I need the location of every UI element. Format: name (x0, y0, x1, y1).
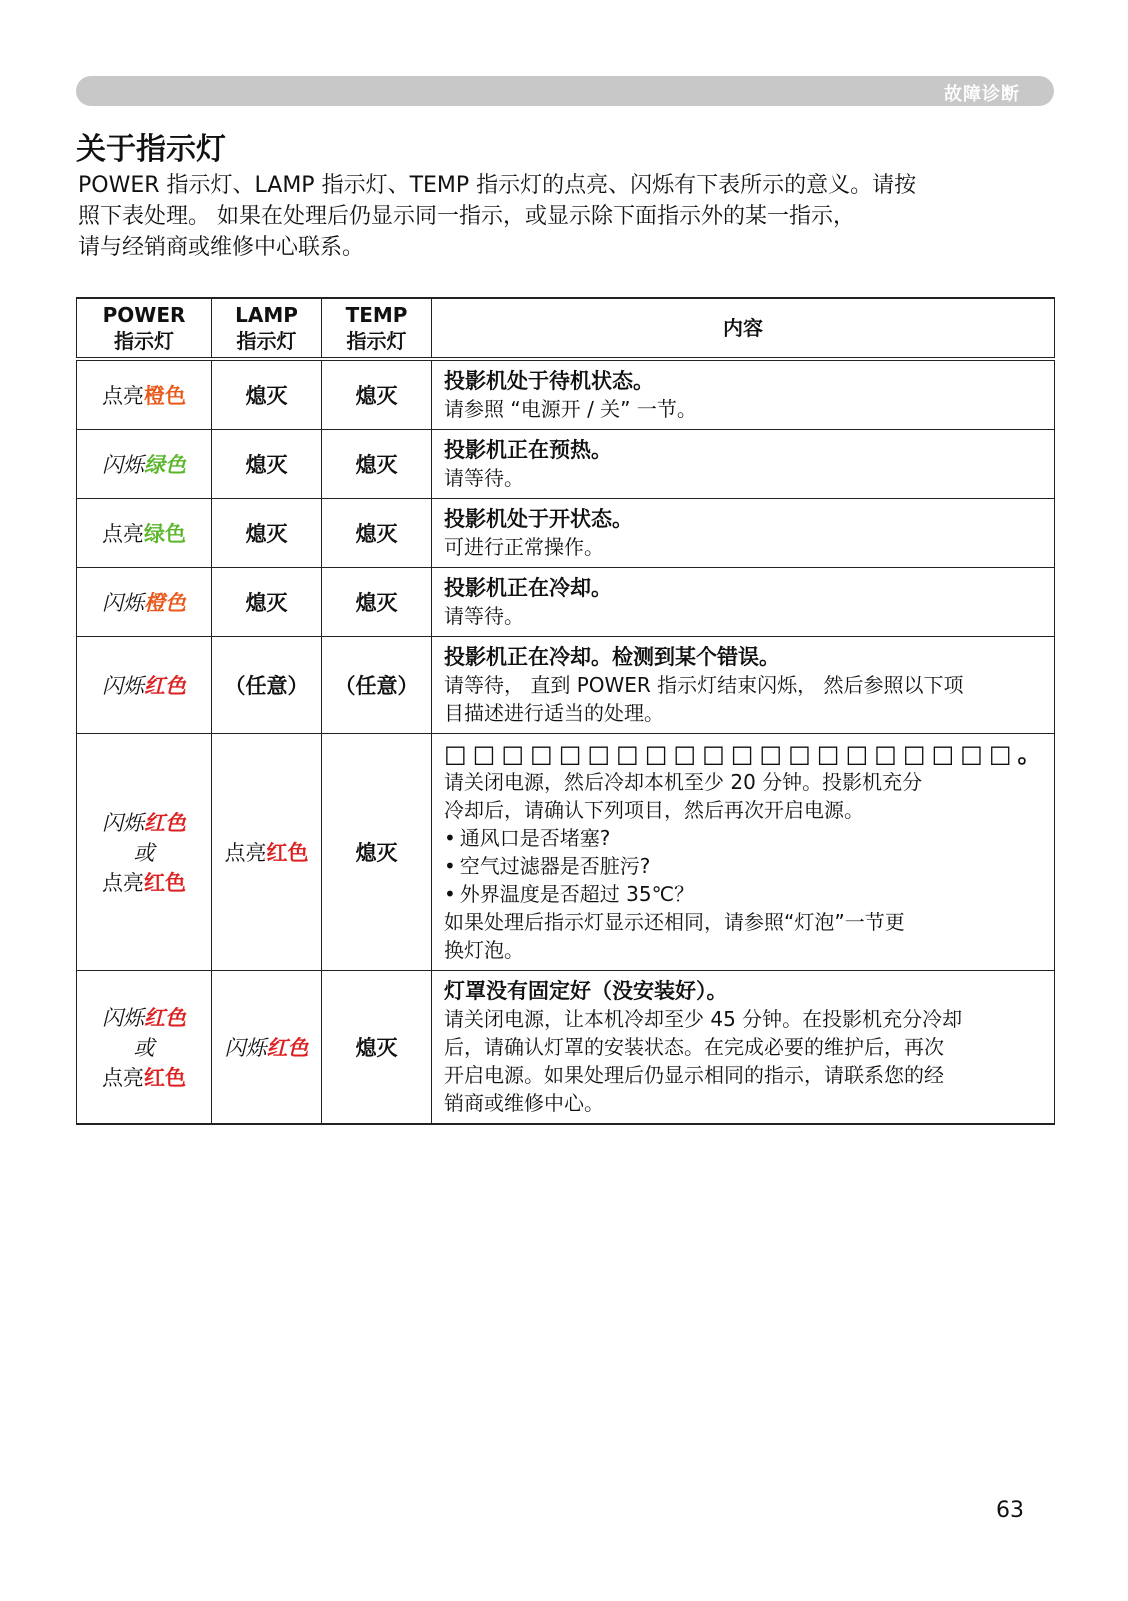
table-row (77, 430, 1055, 499)
description-title: 投影机处于待机状态。 (444, 369, 654, 393)
description-cell (432, 971, 1055, 1125)
table-row (77, 734, 1055, 971)
power-color: 橙色 (144, 591, 186, 615)
table-row (77, 359, 1055, 430)
power-state: 点亮 (102, 522, 144, 546)
header-bar (76, 76, 1054, 106)
indicator-table (76, 297, 1055, 1125)
page-number: 63 (996, 1498, 1024, 1523)
temp-indicator-cell: 熄灭 (322, 568, 432, 637)
intro-line: POWER 指示灯、LAMP 指示灯、TEMP 指示灯的点亮、闪烁有下表所示的意义。请按 (78, 173, 917, 198)
power-color: 红色 (144, 871, 186, 895)
description-cell (432, 499, 1055, 568)
description-title: 投影机处于开状态。 (444, 507, 633, 531)
description-line: 开启电源。如果处理后仍显示相同的指示，请联系您的经 (444, 1063, 944, 1087)
section-title: 故障诊断 (944, 84, 1020, 105)
description-line: 换灯泡。 (444, 938, 524, 962)
power-indicator-cell (77, 734, 212, 971)
header-power-name: POWER (102, 303, 186, 327)
temp-indicator-cell: 熄灭 (322, 430, 432, 499)
power-indicator-cell (77, 568, 212, 637)
description-title: □□□□□□□□□□□□□□□□□□□□。 (444, 740, 1048, 768)
power-state: 闪烁 (102, 591, 144, 615)
description-line: 请等待， 直到 POWER 指示灯结束闪烁， 然后参照以下项 (444, 673, 964, 697)
intro-paragraph (78, 170, 1056, 263)
description-line: 请等待。 (444, 466, 524, 490)
lamp-indicator-cell: 熄灭 (212, 568, 322, 637)
check-item: • 通风口是否堵塞? (444, 824, 1042, 852)
description-title: 投影机正在冷却。检测到某个错误。 (444, 645, 780, 669)
description-cell (432, 359, 1055, 430)
lamp-color: 红色 (266, 1036, 309, 1060)
intro-line: 照下表处理。 如果在处理后仍显示同一指示，或显示除下面指示外的某一指示， (78, 204, 855, 229)
header-temp (322, 298, 432, 359)
header-lamp-sub: 指示灯 (236, 329, 297, 353)
check-list (444, 824, 1042, 908)
description-line: 冷却后，请确认下列项目，然后再次开启电源。 (444, 798, 864, 822)
power-state: 闪烁 (102, 811, 144, 835)
header-temp-sub: 指示灯 (346, 329, 407, 353)
temp-indicator-cell: 熄灭 (322, 971, 432, 1125)
check-item: • 外界温度是否超过 35℃？ (444, 880, 1042, 908)
description-line: 可进行正常操作。 (444, 535, 604, 559)
lamp-indicator-cell: 熄灭 (212, 430, 322, 499)
header-lamp-name: LAMP (235, 303, 298, 327)
power-state: 闪烁 (102, 1006, 144, 1030)
lamp-indicator-cell (212, 734, 322, 971)
description-title: 投影机正在预热。 (444, 438, 612, 462)
temp-indicator-cell: 熄灭 (322, 359, 432, 430)
description-line: 如果处理后指示灯显示还相同，请参照“灯泡”一节更 (444, 910, 905, 934)
lamp-indicator-cell: （任意） (212, 637, 322, 734)
header-power (77, 298, 212, 359)
lamp-color: 红色 (266, 841, 309, 865)
header-lamp (212, 298, 322, 359)
description-line: 请等待。 (444, 604, 524, 628)
power-color: 红色 (144, 811, 186, 835)
description-cell (432, 430, 1055, 499)
power-color: 橙色 (144, 384, 186, 408)
header-temp-name: TEMP (345, 303, 408, 327)
temp-indicator-cell: 熄灭 (322, 734, 432, 971)
power-or: 或 (133, 841, 155, 865)
description-cell (432, 734, 1055, 971)
description-line: 请关闭电源，让本机冷却至少 45 分钟。在投影机充分冷却 (444, 1007, 963, 1031)
power-color: 绿色 (144, 522, 186, 546)
lamp-indicator-cell (212, 971, 322, 1125)
lamp-state: 点亮 (224, 841, 267, 865)
power-state: 点亮 (102, 871, 144, 895)
table-header-row (77, 298, 1055, 359)
power-indicator-cell (77, 637, 212, 734)
temp-indicator-cell: 熄灭 (322, 499, 432, 568)
power-indicator-cell (77, 499, 212, 568)
power-color: 红色 (144, 1066, 186, 1090)
description-line: 请参照 “电源开 / 关” 一节。 (444, 397, 697, 421)
power-state-option (77, 1062, 211, 1092)
power-state-option (77, 867, 211, 897)
lamp-indicator-cell: 熄灭 (212, 499, 322, 568)
power-state-option (77, 1002, 211, 1032)
power-indicator-cell (77, 430, 212, 499)
lamp-state: 闪烁 (224, 1036, 267, 1060)
description-line: 请关闭电源，然后冷却本机至少 20 分钟。投影机充分 (444, 770, 923, 794)
lamp-indicator-cell: 熄灭 (212, 359, 322, 430)
description-cell (432, 568, 1055, 637)
header-power-sub: 指示灯 (114, 329, 174, 353)
table-row (77, 499, 1055, 568)
power-color: 绿色 (144, 453, 186, 477)
temp-indicator-cell: （任意） (322, 637, 432, 734)
description-cell (432, 637, 1055, 734)
description-line: 销商或维修中心。 (444, 1091, 604, 1115)
description-line: 目描述进行适当的处理。 (444, 701, 664, 725)
page-title: 关于指示灯 (76, 132, 226, 167)
table-row (77, 637, 1055, 734)
check-item: • 空气过滤器是否脏污? (444, 852, 1042, 880)
table-row (77, 971, 1055, 1125)
power-state: 点亮 (102, 1066, 144, 1090)
power-state: 闪烁 (102, 453, 144, 477)
description-line: 后，请确认灯罩的安装状态。在完成必要的维护后，再次 (444, 1035, 944, 1059)
power-indicator-cell (77, 971, 212, 1125)
power-state-option (77, 807, 211, 837)
table-row (77, 568, 1055, 637)
power-state: 点亮 (102, 384, 144, 408)
description-title: 投影机正在冷却。 (444, 576, 612, 600)
description-title: 灯罩没有固定好（没安装好）。 (444, 979, 728, 1003)
intro-line: 请与经销商或维修中心联系。 (78, 235, 365, 260)
header-content: 内容 (432, 298, 1055, 359)
power-or: 或 (133, 1036, 155, 1060)
power-color: 红色 (144, 674, 186, 698)
power-state: 闪烁 (102, 674, 144, 698)
power-indicator-cell (77, 359, 212, 430)
power-color: 红色 (144, 1006, 186, 1030)
